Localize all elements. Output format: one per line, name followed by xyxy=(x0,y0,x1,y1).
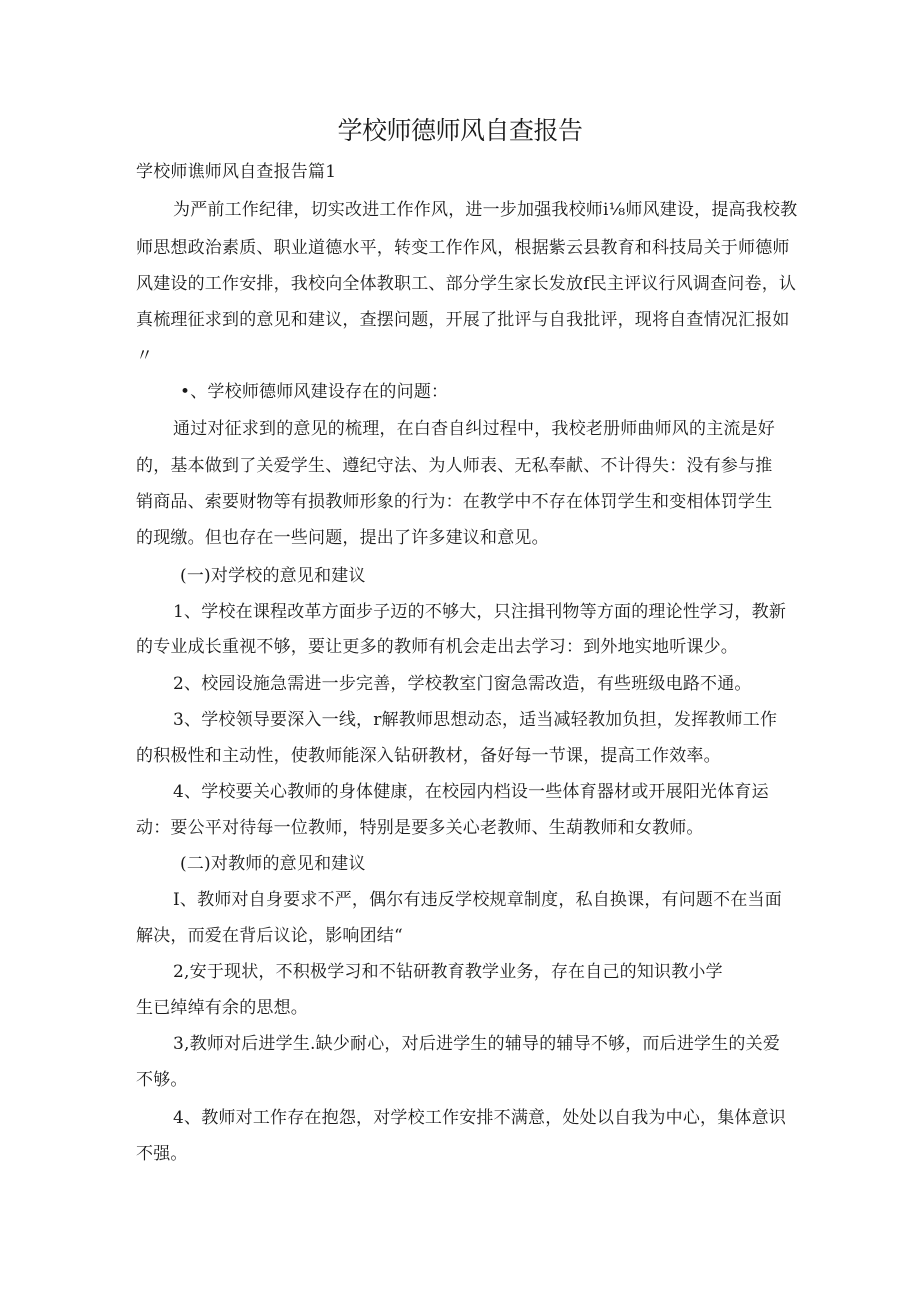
body-line: 不强。 xyxy=(136,1144,188,1164)
body-line: 3,教师对后进学生.缺少耐心，对后进学生的辅导的辅导不够，而后进学生的关爱 xyxy=(173,1034,781,1054)
body-line: 为严前工作纪律，切实改进工作作风，进一步加强我校师i⅛师风建设，提高我校教 xyxy=(173,200,798,220)
body-line: 的积极性和主动性，使教师能深入钻研教材，备好每一节课，提高工作效率。 xyxy=(136,746,721,766)
body-line: 销商品、索要财物等有损教师形象的行为：在教学中不存在体罚学生和变相体罚学生 xyxy=(136,492,773,512)
body-line: 1、学校在课程改革方面步子迈的不够大，只注揖刊物等方面的理论性学习，教新 xyxy=(173,602,787,622)
body-line: 通过对征求到的意见的梳理，在白杳自纠过程中，我校老册师曲师风的主流是好 xyxy=(173,419,775,439)
body-line: I、教师对自身要求不严，偶尔有违反学校规章制度，私自换课，有问题不在当面 xyxy=(173,890,782,910)
body-line: 2、校园设施急需进一步完善，学校教室门窗急需改造，有些班级电路不通。 xyxy=(173,674,752,694)
body-line: 动：要公平对待每一位教师，特别是要多关心老教师、生葫教师和女教师。 xyxy=(136,818,704,838)
body-line: 解决，而爱在背后议论，影响团结“ xyxy=(136,926,403,946)
body-line: 4、教师对工作存在抱怨，对学校工作安排不满意，处处以自我为中心，集体意识 xyxy=(173,1108,787,1128)
body-line: 不够。 xyxy=(136,1070,188,1090)
body-line: 生已绰绰有余的思想。 xyxy=(136,998,308,1018)
report-title: 学校师德师风自查报告 xyxy=(337,116,583,145)
body-line: 真梳理征求到的意见和建议，查摆问题，开展了批评与自我批评，现将自查情况汇报如 xyxy=(136,310,790,330)
body-line: 师思想政治素质、职业道德水平，转变工作作风，根据紫云县教育和科技局关于师德师 xyxy=(136,238,790,258)
subsection-heading: (一)对学校的意见和建议 xyxy=(180,566,366,586)
body-line: 风建设的工作安排，我校向全体教职工、部分学生家长发放f民主评议行风调查问卷，认 xyxy=(136,274,797,294)
report-subtitle: 学校师谯师风自查报告篇1 xyxy=(136,162,337,182)
body-line: 〃 xyxy=(136,346,154,366)
body-line: 4、学校要关心教师的身体健康，在校园内档设一些体育器材或开展阳光体育运 xyxy=(173,782,769,802)
body-line: 3、学校领导要深入一线，r解教师思想动态，适当减轻教加负担，发挥教师工作 xyxy=(173,710,778,730)
body-line: 2,安于现状，不积极学习和不钻研教育教学业务，存在自己的知识教小学 xyxy=(173,962,723,982)
body-line: 的现缴。但也存在一些问题，提出了许多建议和意见。 xyxy=(136,528,549,548)
body-line: 的专业成长重视不够，要让更多的教师有机会走出去学习：到外地实地听课少。 xyxy=(136,637,738,657)
body-line: 的，基本做到了关爱学生、遵纪守法、为人师表、无私奉献、不计得失：没有参与推 xyxy=(136,456,773,476)
section-heading: •、学校师德师风建设存在的问题： xyxy=(180,382,449,402)
subsection-heading: (二)对教师的意见和建议 xyxy=(180,854,366,874)
